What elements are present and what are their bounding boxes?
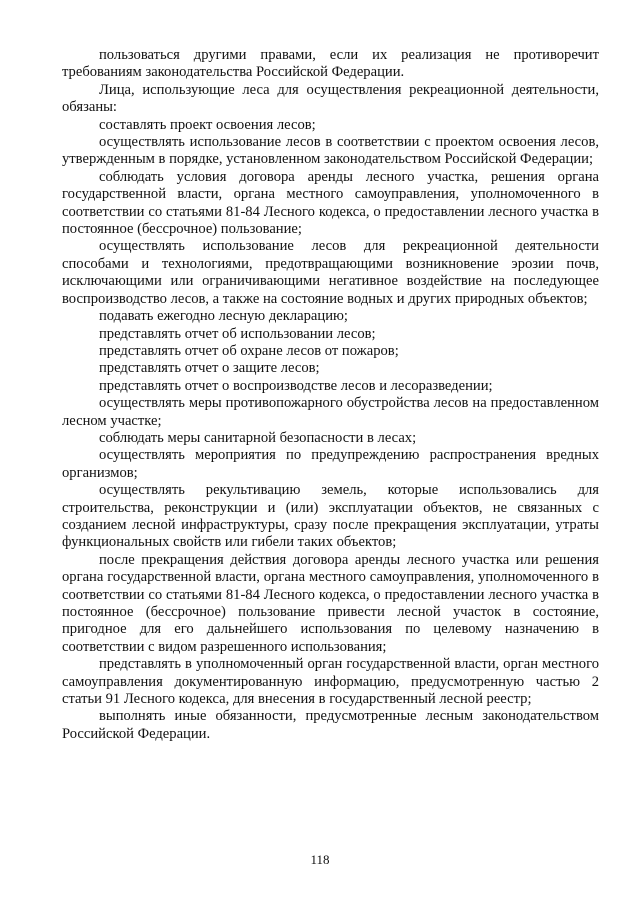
list-item: соблюдать меры санитарной безопасности в лесах; [99, 429, 417, 446]
list-item: подавать ежегодно лесную декларацию; [99, 308, 348, 325]
paragraph-continued-rights: пользоваться другими правами, если их реализация не противоречит требованиям законодательства Российской Федерации. [62, 47, 599, 81]
list-item: соблюдать условия договора аренды лесного участка, решения органа государственной власти, органа местного самоуправления, уполномоченного в соответствии со статьями 81-84 Лесного кодекса, о предоставлении лесного участка в постоянное (бессрочное) пользование; [62, 168, 599, 238]
list-item: представлять отчет о защите лесов; [99, 360, 320, 377]
list-item: представлять отчет об использовании лесов; [99, 325, 376, 342]
list-item: осуществлять рекультивацию земель, которые использовались для строительства, реконструкции и (или) эксплуатации объектов, не связанных с созданием лесной инфраструктуры, сразу после прекращения эксплуатации, утраты функциональных свойств или гибели таких объектов; [62, 482, 599, 551]
list-item: представлять отчет о воспроизводстве лесов и лесоразведении; [99, 377, 493, 394]
list-item: выполнять иные обязанности, предусмотренные лесным законодательством Российской Федерации. [62, 708, 599, 742]
list-item: осуществлять меры противопожарного обустройства лесов на предоставленном лесном участке; [62, 395, 599, 429]
list-item: составлять проект освоения лесов; [99, 116, 316, 133]
list-item: представлять отчет об охране лесов от пожаров; [99, 342, 399, 359]
list-item: осуществлять мероприятия по предупреждению распространения вредных организмов; [62, 447, 599, 481]
list-item: представлять в уполномоченный орган государственной власти, орган местного самоуправления документированную информацию, предусмотренную частью 2 статьи 91 Лесного кодекса, для внесения в государственный лесной реестр; [62, 656, 599, 708]
paragraph-obligations-intro: Лица, использующие леса для осуществления рекреационной деятельности, обязаны: [62, 81, 599, 116]
document-body [62, 47, 599, 743]
page-number: 118 [310, 852, 330, 867]
list-item: после прекращения действия договора аренды лесного участка или решения органа государственной власти, органа местного самоуправления, уполномоченного в соответствии со статьями 81-84 Лесного кодекса, о предоставлении лесного участка в постоянное (бессрочное) пользование привести лесной участок в состояние, пригодное для его дальнейшего использования по целевому назначению в соответствии с видом разрешенного использования; [62, 551, 599, 655]
list-item: осуществлять использование лесов в соответствии с проектом освоения лесов, утвержденным в порядке, установленном законодательством Российской Федерации; [62, 134, 599, 168]
list-item: осуществлять использование лесов для рекреационной деятельности способами и технологиями, предотвращающими возникновение эрозии почв, исключающими или ограничивающими негативное воздействие на последующее воспроизводство лесов, а также на состояние водных и других природных объектов; [62, 238, 599, 307]
